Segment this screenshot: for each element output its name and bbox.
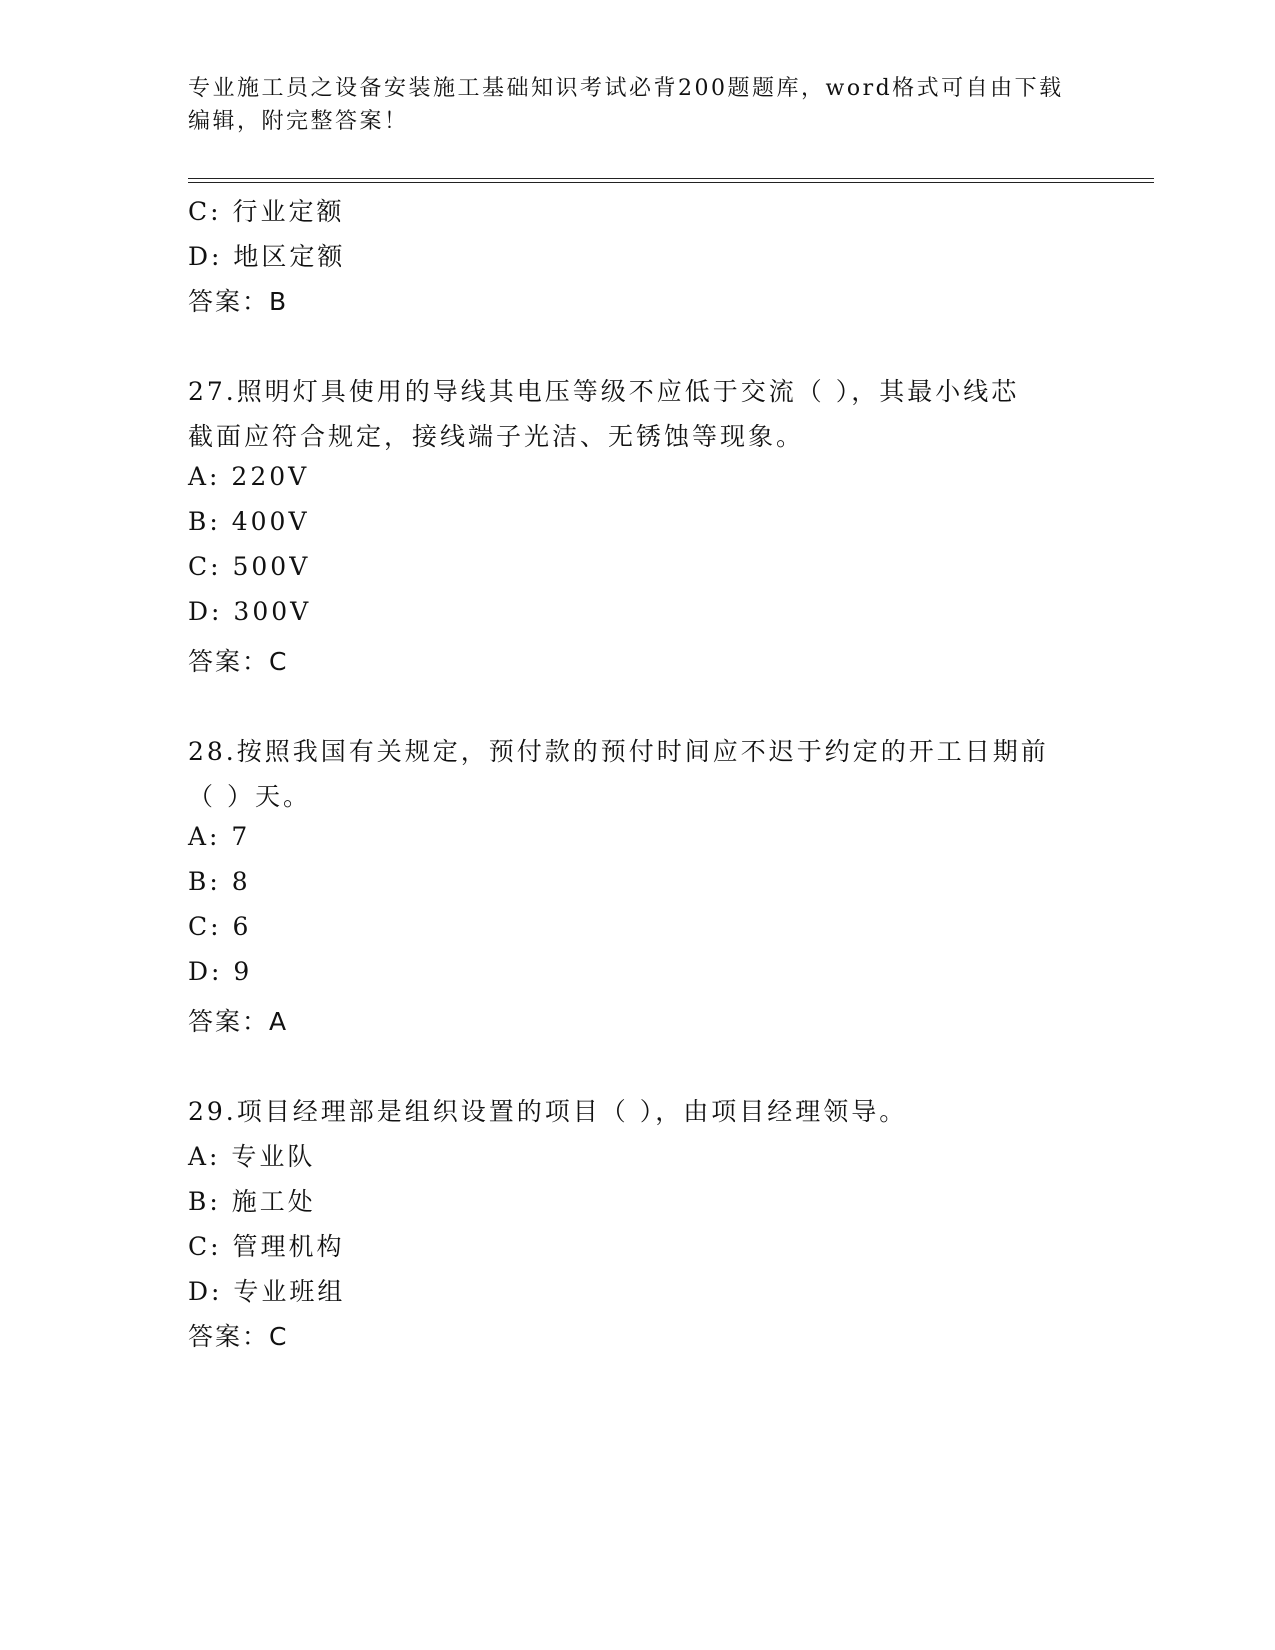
q29-option-b: B: 施工处 [188, 1187, 316, 1216]
q29-answer: 答案：C [188, 1322, 289, 1351]
q27-answer: 答案：C [188, 647, 289, 676]
q28-stem-line-1: 28.按照我国有关规定，预付款的预付时间应不迟于约定的开工日期前 [188, 737, 1049, 766]
header-title-line-1: 专业施工员之设备安装施工基础知识考试必背200题题库，word格式可自由下载 [188, 76, 1064, 101]
q28-answer: 答案：A [188, 1007, 289, 1036]
q27-option-d: D: 300V [188, 597, 312, 626]
q28-option-c: C: 6 [188, 912, 252, 941]
q27-stem-line-2: 截面应符合规定，接线端子光洁、无锈蚀等现象。 [188, 422, 805, 451]
q29-stem-line-1: 29.项目经理部是组织设置的项目（ ），由项目经理领导。 [188, 1097, 908, 1126]
q29-option-a: A: 专业队 [188, 1142, 316, 1171]
q26-option-d: D: 地区定额 [188, 242, 346, 271]
q29-option-d: D: 专业班组 [188, 1277, 346, 1306]
q28-option-a: A: 7 [188, 822, 251, 851]
header-divider [188, 178, 1154, 183]
q26-answer: 答案：B [188, 287, 289, 316]
document-header [188, 72, 1088, 138]
q28-stem-line-2: （ ）天。 [188, 782, 311, 811]
q27-option-b: B: 400V [188, 507, 310, 536]
q26-option-c: C: 行业定额 [188, 197, 345, 226]
q28-option-d: D: 9 [188, 957, 253, 986]
header-title-line-2: 编辑，附完整答案！ [188, 109, 409, 134]
q27-stem-line-1: 27.照明灯具使用的导线其电压等级不应低于交流（ ），其最小线芯 [188, 377, 1020, 406]
q28-option-b: B: 8 [188, 867, 251, 896]
q27-option-a: A: 220V [188, 462, 310, 491]
q29-option-c: C: 管理机构 [188, 1232, 345, 1261]
q27-option-c: C: 500V [188, 552, 311, 581]
